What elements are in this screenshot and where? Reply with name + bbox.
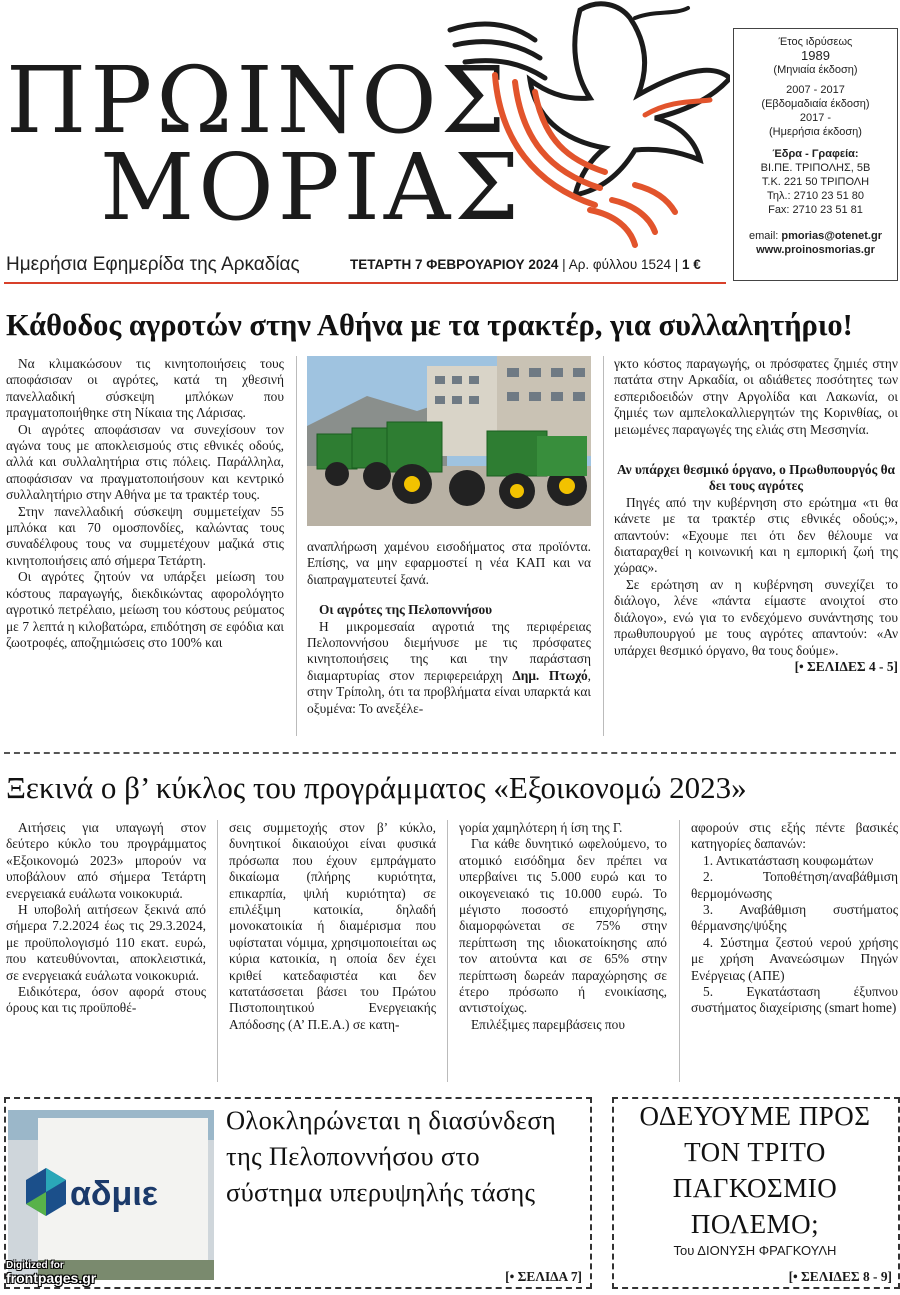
paragraph: Οι αγρότες αποφάσισαν να συνεχίσουν τον αγώνα τους με αποκλεισμούς στις εθνικές οδούς, αλλά και συλλαλητήρια στις πόλεις. Παράλληλα, αποφάσισαν να πραγματοποιήσουν και κεντρικό συλλαλητήριο στην Αθήνα με τα τρακτέρ τους. (6, 421, 284, 503)
email-line (734, 229, 897, 243)
column-divider (217, 820, 218, 1082)
admie-sign-text: αδμιε (70, 1175, 158, 1213)
dateline: ΤΕΤΑΡΤΗ 7 ΦΕΒΡΟΥΑΡΙΟΥ 2024 | Αρ. φύλλου 1524 | 1 € (350, 257, 701, 272)
watermark-line2: frontpages.gr (6, 1270, 97, 1286)
paragraph: Η υποβολή αιτήσεων ξεκινά από σήμερα 7.2.2024 έως τις 29.3.2024, με προϋπολογισμό 110 εκατ. ευρώ, που κατευθύνονται, αποκλειστικά, σε ενεργειακά ευάλωτα νοικοκυριά. (6, 902, 206, 983)
founded-year: 1989 (801, 48, 830, 63)
opinion-teaser-title[interactable]: ΟΔΕΥΟΥΜΕ ΠΡΟΣ ΤΟΝ ΤΡΙΤΟ ΠΑΓΚΟΣΜΙΟ ΠΟΛΕΜΟ; (639, 1101, 871, 1239)
opinion-author: Του ΔΙΟΝΥΣΗ ΦΡΑΓΚΟΥΛΗ (673, 1243, 837, 1258)
article2-column2 (229, 820, 436, 1033)
paragraph: Στην πανελλαδική σύσκεψη συμμετείχαν 55 μπλόκα και 70 ομοσπονδίες, καλώντας τους συναδέλφους τους να συμμετέχουν μαζικά στις κινητοποιήσεις από σήμερα Τετάρτη. (6, 503, 284, 568)
list-item: 5. Εγκατάσταση έξυπνου συστήματος διαχείρισης (smart home) (691, 984, 898, 1016)
founded-label: Έτος ιδρύσεως (778, 36, 853, 48)
office-label: Έδρα - Γραφεία: (772, 148, 859, 160)
list-item: 2. Τοποθέτηση/αναβάθμιση θερμομόνωσης (691, 869, 898, 901)
email-link[interactable]: pmorias@otenet.gr (781, 230, 882, 242)
article2-headline[interactable]: Ξεκινά ο β’ κύκλος του προγράμματος «Εξοικονομώ 2023» (6, 770, 747, 805)
article2-column3 (459, 820, 667, 1033)
paragraph: Σε ερώτηση αν η κυβέρνηση συνεχίζει το διάλογο, λένε «πάντα είμαστε ανοιχτοί στο διάλογο», ενώ για το ενδεχόμενο συνάντησης του πρωθυπουργού με τους αγρότες απαντούν: «Αν υπάρχει θεσμικό όργανο, θα τους δούμε». (614, 576, 898, 658)
admie-page-reference (470, 1268, 582, 1286)
tractors-photo (307, 356, 591, 526)
frontpages-watermark (6, 1260, 96, 1284)
daily-years: 2017 - (799, 112, 832, 124)
weekly-edition: (Εβδομαδιαία έκδοση) (761, 98, 870, 110)
address-line2: Τ.Κ. 221 50 ΤΡΙΠΟΛΗ (761, 176, 870, 188)
article2-column1 (6, 820, 206, 1017)
article1-column2 (307, 539, 591, 717)
opinion-page-reference (740, 1268, 892, 1286)
subheading: Οι αγρότες της Πελοποννήσου (319, 602, 493, 618)
logo-title-line2: ΜΟΡΙΑΣ (100, 134, 524, 241)
website-link[interactable]: www.proinosmorias.gr (756, 244, 875, 256)
paragraph: αναπλήρωση χαμένου εισοδήματος στα προϊόντα. Επίσης, να μην εφαρμοστεί η νέα ΚΑΠ και να διαπραγματευτεί ξανά. (307, 539, 591, 587)
list-item: 4. Σύστημα ζεστού νερού χρήσης με χρήση Ανανεώσιμων Πηγών Ενέργειας (ΑΠΕ) (691, 934, 898, 983)
weekly-years: 2007 - 2017 (786, 84, 845, 96)
page-ref-link[interactable]: [• ΣΕΛΙΔΑ 7] (505, 1269, 582, 1284)
paragraph: αφορούν στις εξής πέντε βασικές κατηγορίες δαπανών: (691, 820, 898, 852)
fax: Fax: 2710 23 51 81 (768, 204, 863, 216)
masthead-rule (4, 282, 726, 284)
column-divider (447, 820, 448, 1082)
paragraph: γκτο κόστος παραγωγής, οι πρόσφατες ζημιές στην πατάτα στην Αρκαδία, οι αδιάθετες ποσότητες των εσπεριδοειδών στην Αργολίδα και Λακωνία, οι ζημιές των αμπελοκαλλιεργητών της Κορινθίας, οι μειωμένες παραγωγές της ελιάς στη Μεσσηνία. (614, 356, 898, 437)
monthly-edition: (Μηνιαία έκδοση) (773, 64, 858, 76)
admie-teaser-title[interactable]: Ολοκληρώνεται η διασύνδεση της Πελοποννήσου στο σύστημα υπερυψηλής τάσης (226, 1105, 557, 1207)
paragraph: Αιτήσεις για υπαγωγή στον δεύτερο κύκλο του προγράμματος «Εξοικονομώ 2023» μπορούν να υποβάλουν από σήμερα Τετάρτη ενεργειακά ευάλωτα νοικοκυριά. (6, 820, 206, 901)
watermark-line1: Digitized for (6, 1260, 64, 1271)
issue-price: 1 € (682, 257, 701, 272)
list-item: 1. Αντικατάσταση κουφωμάτων (703, 852, 874, 868)
article2-column4 (691, 820, 898, 1017)
column-divider (603, 356, 604, 736)
address-line1: ΒΙ.ΠΕ. ΤΡΙΠΟΛΗΣ, 5Β (760, 162, 871, 174)
publication-info-box (733, 28, 898, 281)
article1-headline[interactable]: Κάθοδος αγροτών στην Αθήνα με τα τρακτέρ, για συλλαλητήριο! (6, 308, 853, 342)
column-divider (296, 356, 297, 736)
daily-edition: (Ημερήσια έκδοση) (769, 126, 862, 138)
phone: Τηλ.: 2710 23 51 80 (766, 190, 865, 202)
paragraph-text: , στην Τρίπολη, ότι τα προβλήματα είναι υπαρκτά και οξυμένα: Το ανεξέλε- (307, 667, 591, 716)
paragraph-name: Δημ. Πτωχό (512, 667, 588, 683)
logo-title-line1: ΠΡΩΙΝΟΣ (6, 47, 510, 154)
paragraph: Ειδικότερα, όσον αφορά στους όρους και τις προϋποθέ- (6, 984, 206, 1016)
paragraph (307, 619, 591, 717)
subheading: Αν υπάρχει θεσμικό όργανο, ο Πρωθυπουργός θα δει τους αγρότες (616, 462, 896, 494)
paragraph: Για κάθε δυνητικό ωφελούμενο, το ατομικό εισόδημα δεν πρέπει να υπερβαίνει τις 5.000 ευρώ και το οικογενειακό τις 10.000 ευρώ. Το μέγιστο ποσοστό επιχορήγησης, διαμορφώνεται σε 75% στην περίπτωση της ιδιοκατοίκησης από τον αιτούντα και σε 65% στην περίπτωση δωρεάν παραχώρησης σε έτερο πρόσωπο ή ενοικίασης, αντιστοίχως. (459, 836, 667, 1016)
paragraph: Επιλέξιμες παρεμβάσεις που (471, 1016, 625, 1032)
email-label: email: (749, 230, 779, 242)
section-separator (4, 752, 896, 754)
paragraph: Πηγές από την κυβέρνηση στο ερώτημα «τι θα κάνετε με τα τρακτέρ στις εθνικές οδούς;», απαντούν: «Εχουμε πει ότι δεν θέλουμε να διαταραχθεί η κοινωνική και η εμπορική ζωή της χώρας». (614, 494, 898, 576)
issue-date: ΤΕΤΑΡΤΗ 7 ΦΕΒΡΟΥΑΡΙΟΥ 2024 (350, 257, 559, 272)
page-ref-link[interactable]: [• ΣΕΛΙΔΕΣ 8 - 9] (788, 1269, 892, 1284)
paragraph: σεις συμμετοχής στον β’ κύκλο, δυνητικοί δικαιούχοι είναι φυσικά πρόσωπα που έχουν εμπράγματο δικαίωμα (πλήρης κυριότητα, επικαρπία, ψιλή κυριότητα) σε επιλέξιμη κατοικία, δηλαδή μονοκατοικία ή διαμέρισμα που υφίσταται νόμιμα, χρησιμοποιείται ως κύρια κατοικία, η οποία δεν έχει κριθεί κατεδαφιστέα και δεν κατατάσσεται βάσει του Πρώτου Πιστοποιητικού Ενεργειακής Απόδοσης (Α’ Π.Ε.Α.) σε κατη- (229, 820, 436, 1032)
paragraph: Να κλιμακώσουν τις κινητοποιήσεις τους αποφάσισαν οι αγρότες, κατά τη χθεσινή πανελλαδική σύσκεψη μπλόκων που πραγματοποιήθηκε στη Νίκαια της Λάρισας. (6, 356, 284, 421)
page-reference (614, 659, 898, 675)
dove-logo (440, 0, 730, 250)
admie-building-photo (8, 1110, 214, 1280)
page-ref-link[interactable]: [• ΣΕΛΙΔΕΣ 4 - 5] (794, 658, 898, 674)
column-divider (679, 820, 680, 1082)
newspaper-subtitle: Ημερήσια Εφημερίδα της Αρκαδίας (6, 254, 300, 275)
paragraph: Οι αγρότες ζητούν να υπάρξει μείωση του κόστους παραγωγής, διεκδικώντας αφορολόγητο αγροτικό πετρέλαιο, μείωση του κόστους ρεύματος με 7 λεπτά η κιλοβατώρα, επιδότηση σε εφόδια και ζωοτροφές, αποζημιώσεις στο 100% και (6, 569, 284, 650)
article1-column1 (6, 356, 284, 651)
list-item: 3. Αναβάθμιση συστήματος θέρμανσης/ψύξης (691, 902, 898, 934)
article1-column3 (614, 356, 898, 675)
issue-number: Αρ. φύλλου 1524 (568, 257, 671, 272)
paragraph: γορία χαμηλότερη ή ίση της Γ. (459, 820, 623, 835)
paragraph-text: Η μικρομεσαία αγροτιά της περιφέρειας Πελοποννήσου διεμήνυσε με τις πρόσφατες κινητοποιήσεις της και την παράσταση διαμαρτυρίας στον περιφερειάρχη (307, 618, 591, 683)
